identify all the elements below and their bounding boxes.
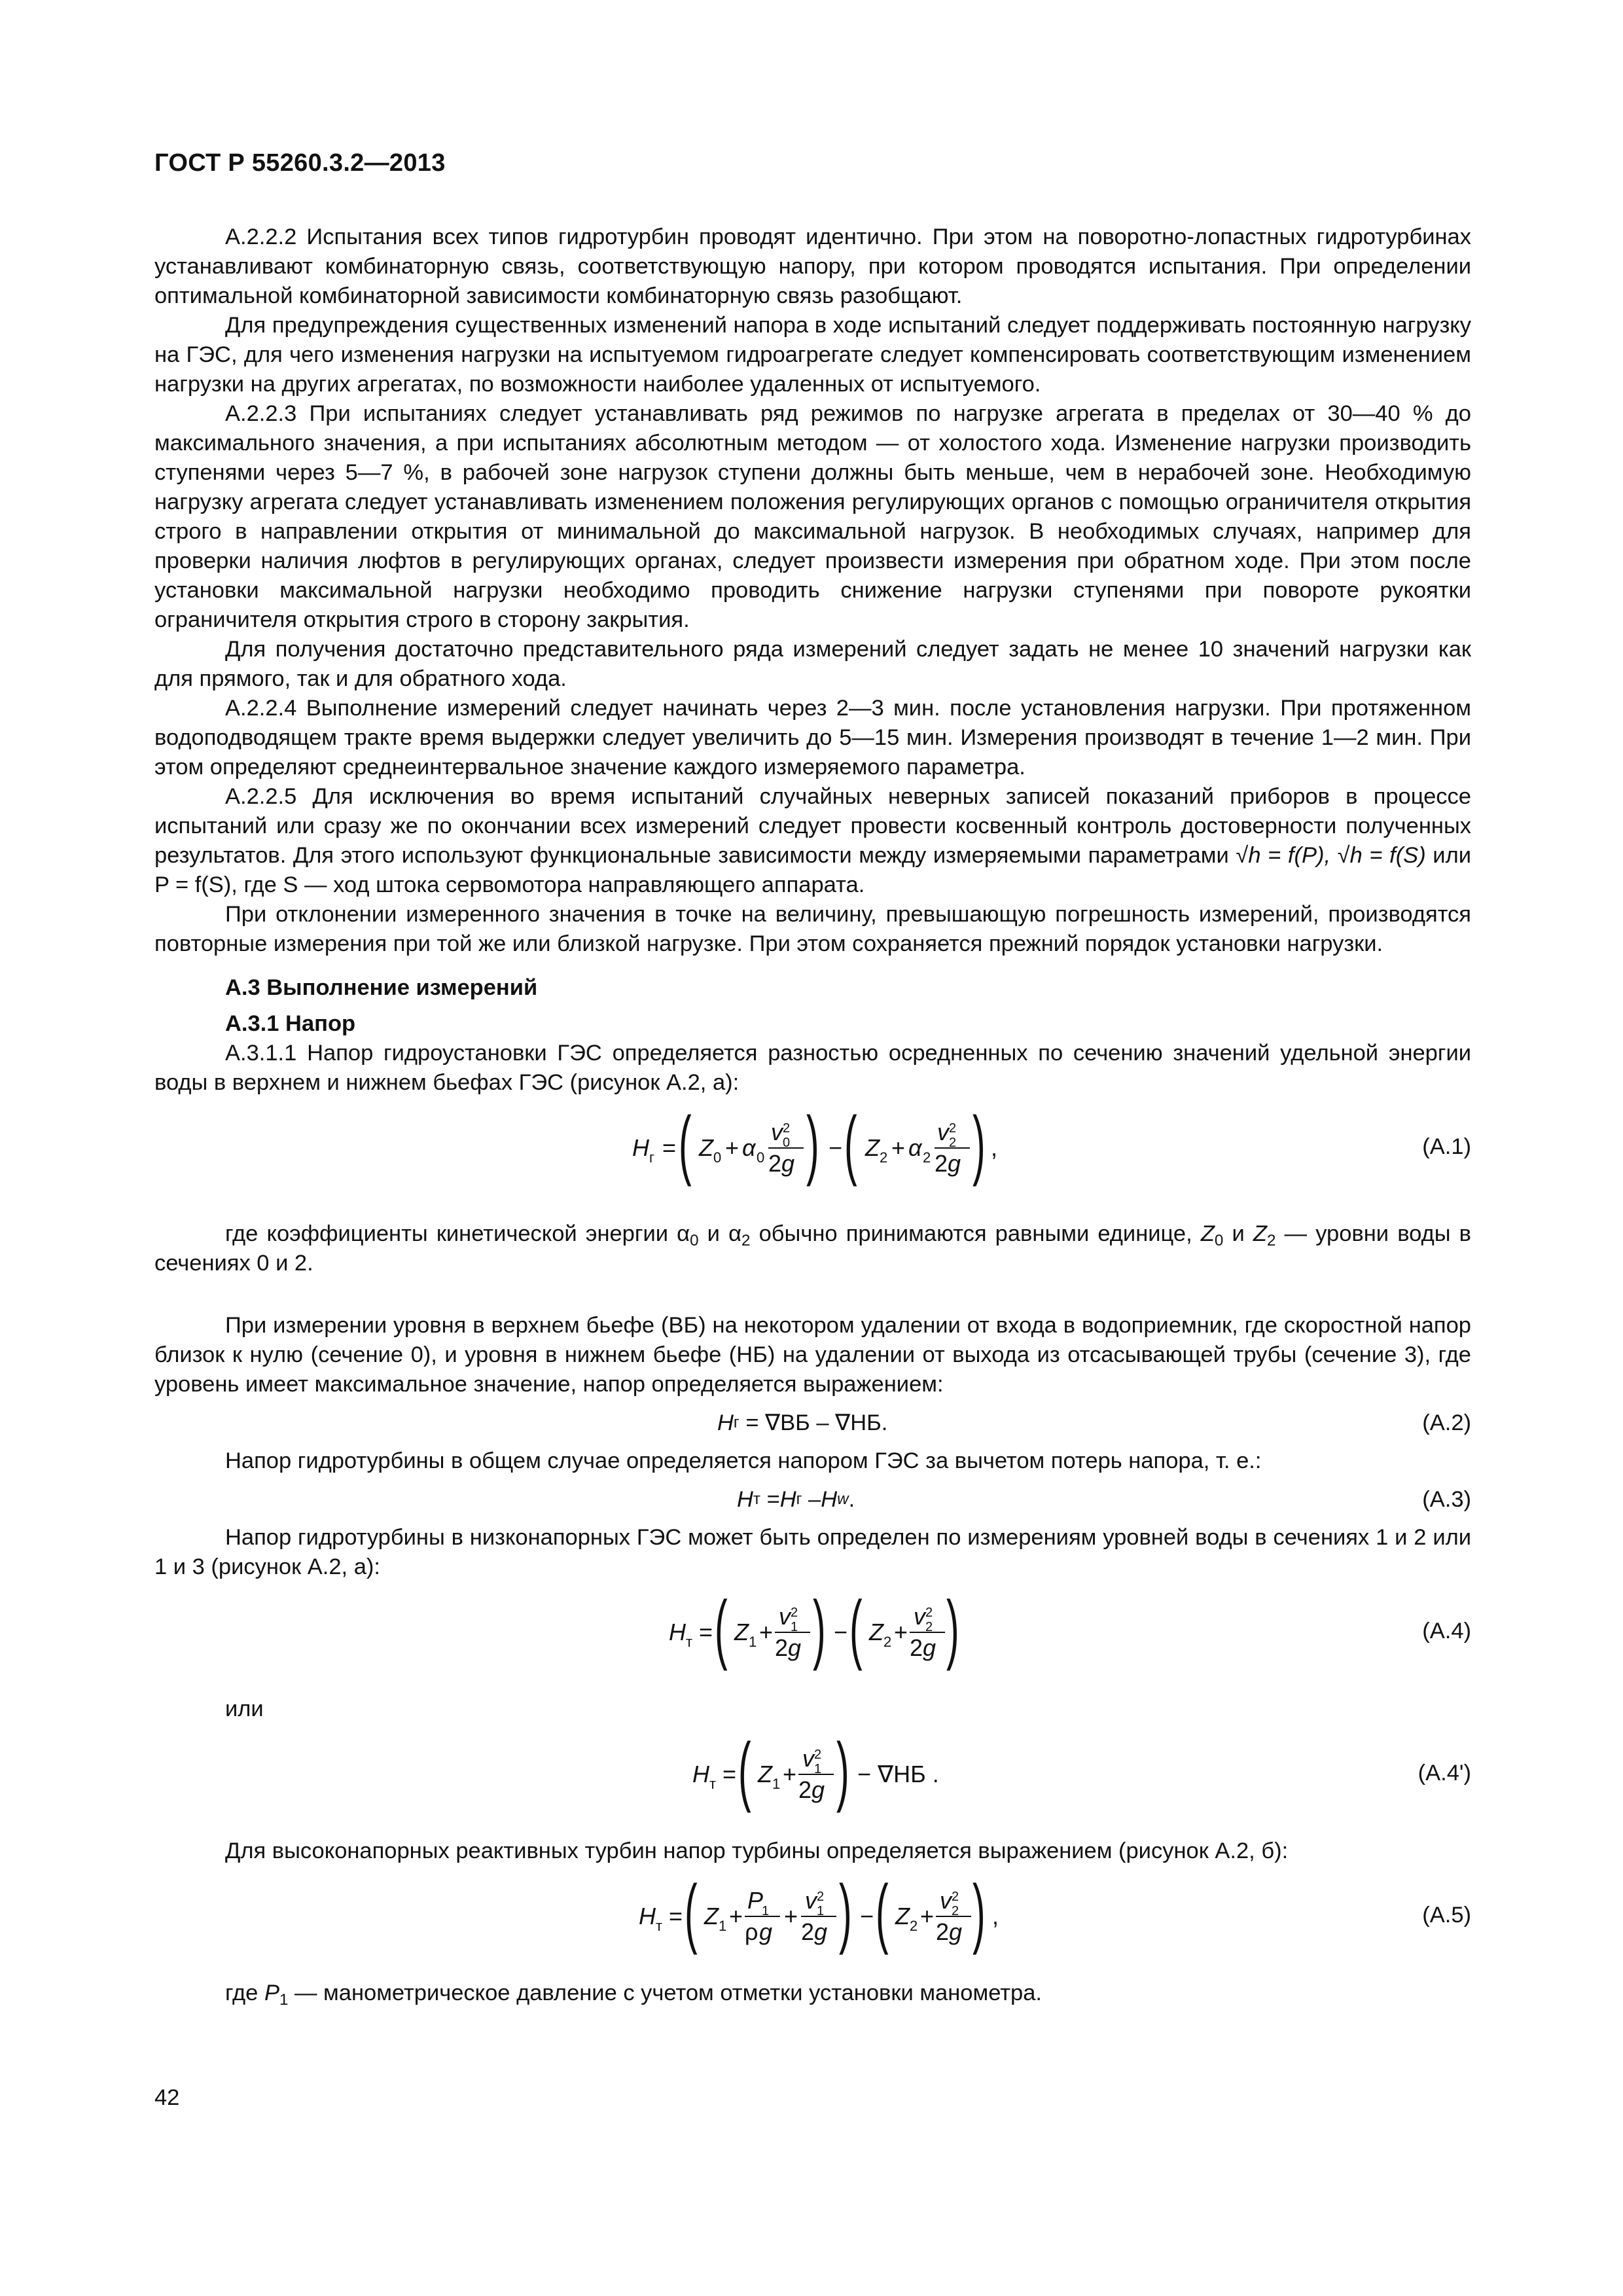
svg-text:+: +: [729, 1903, 743, 1929]
svg-text:+: +: [891, 1134, 906, 1161]
svg-text:(: (: [844, 1100, 857, 1187]
svg-text:g: g: [923, 1634, 936, 1661]
svg-text:): ): [836, 1727, 849, 1814]
section-heading-a31: А.3.1 Напор: [225, 1011, 356, 1036]
equation-a5-row: [154, 1866, 1471, 1964]
svg-text:v: v: [805, 1887, 817, 1914]
svg-text:v: v: [914, 1603, 925, 1630]
equation-number-a4p: (А.4'): [1418, 1760, 1471, 1785]
svg-text:): ): [813, 1585, 826, 1672]
svg-text:2: 2: [791, 1605, 798, 1620]
svg-text:(: (: [849, 1585, 863, 1672]
svg-text:1: 1: [814, 1762, 822, 1776]
equation-number-a2: (А.2): [1422, 1410, 1471, 1435]
equation-a4p-formula: [692, 1727, 954, 1819]
paragraph-a224: А.2.2.4 Выполнение измерений следует начинать через 2—3 мин. после установления нагрузки. При протяженном водоподводящем тракте время выдержки следует увеличить до 5—15 мин. Измерения производят в течение 1—2 мин. При этом определяют среднеинтервальное значение каждого измеряемого параметра.: [154, 696, 1471, 780]
equation-a1: [632, 1098, 999, 1196]
svg-text:2: 2: [775, 1634, 789, 1661]
paragraph-high-head: Для высоконапорных реактивных турбин напор турбины определяется выражением (рисунок А.2, б):: [225, 1839, 1289, 1863]
svg-text:g: g: [948, 1150, 961, 1177]
svg-text:г: г: [649, 1149, 655, 1166]
svg-text:=: =: [662, 1134, 677, 1161]
paragraph-a222: А.2.2.2 Испытания всех типов гидротурбин проводят идентично. При этом на поворотно-лопастных гидротурбинах устанавливают комбинаторную связь, соответствующую напору, при котором проводятся испытания. При определении оптимальной комбинаторной зависимости комбинаторную связь разобщают.: [154, 224, 1471, 308]
paragraph-deviation: При отклонении измеренного значения в точке на величину, превышающую погрешность измерений, производятся повторные измерения при той же или близкой нагрузке. При этом сохраняется прежний порядок установки нагрузки.: [154, 902, 1471, 956]
svg-text:2: 2: [935, 1150, 948, 1177]
svg-text:+: +: [725, 1134, 740, 1161]
svg-text:g: g: [814, 1918, 828, 1945]
svg-text:Z: Z: [734, 1619, 749, 1645]
paragraph-a225: А.2.2.5 Для исключения во время испытаний случайных неверных записей показаний приборов в процессе испытаний или сразу же по окончании всех измерений следует провести косвенный контроль достоверности полученных результатов. Для этого используют функциональные зависимости между измеряемыми параметрами √h = f(P), √h = f(S) или P = f(S), где S — ход штока сервомотора направляющего аппарата.: [154, 784, 1471, 897]
equation-a5: [639, 1866, 1005, 1964]
svg-text:2: 2: [925, 1605, 933, 1620]
svg-text:2: 2: [910, 1918, 918, 1934]
equation-number-a1: (А.1): [1422, 1134, 1471, 1159]
equation-a2: H г = ∇ВБ – ∇НБ.: [717, 1410, 888, 1435]
svg-text:+: +: [759, 1619, 774, 1645]
svg-text:2: 2: [783, 1121, 791, 1136]
svg-text:=: =: [699, 1619, 713, 1645]
svg-text:1: 1: [791, 1620, 798, 1634]
svg-text:0: 0: [783, 1136, 791, 1150]
svg-text:2: 2: [923, 1149, 931, 1166]
svg-text:v: v: [940, 1887, 952, 1914]
svg-text:т: т: [656, 1918, 663, 1934]
svg-text:v: v: [937, 1119, 949, 1145]
paragraph-low-head: Напор гидротурбины в низконапорных ГЭС может быть определен по измерениям уровней воды в сечениях 1 и 2 или 1 и 3 (рисунок А.2, а):: [154, 1525, 1471, 1579]
equation-number-a3: (А.3): [1422, 1486, 1471, 1512]
svg-text:+: +: [784, 1903, 798, 1929]
equation-a4p-row: [154, 1724, 1471, 1822]
svg-text:2: 2: [814, 1748, 822, 1762]
svg-text:ρ: ρ: [745, 1918, 758, 1945]
equation-a2-row: [154, 1399, 1471, 1446]
svg-text:): ): [946, 1585, 959, 1672]
paragraph-turbine-head: Напор гидротурбины в общем случае определяется напором ГЭС за вычетом потерь напора, т. е.:: [225, 1448, 1262, 1473]
svg-text:g: g: [759, 1918, 773, 1945]
svg-text:P: P: [747, 1887, 764, 1914]
svg-text:): ): [972, 1869, 986, 1956]
svg-text:−: −: [860, 1903, 874, 1929]
equation-a3-row: [154, 1476, 1471, 1523]
svg-text:H: H: [632, 1134, 649, 1161]
paragraph-a311: А.3.1.1 Напор гидроустановки ГЭС определяется разностью осредненных по сечению значений удельной энергии воды в верхнем и нижнем бьефах ГЭС (рисунок А.2, а):: [154, 1041, 1471, 1095]
equation-number-a5: (А.5): [1422, 1902, 1471, 1928]
equation-a1-formula: [632, 1101, 999, 1193]
svg-text:(: (: [876, 1869, 889, 1956]
svg-text:(: (: [685, 1869, 698, 1956]
svg-text:2: 2: [798, 1776, 812, 1803]
svg-text:− ∇НБ .: − ∇НБ .: [857, 1761, 939, 1787]
svg-text:2: 2: [952, 1904, 959, 1918]
svg-text:т: т: [709, 1776, 717, 1792]
document-header: ГОСТ Р 55260.3.2—2013: [154, 149, 446, 177]
svg-text:v: v: [779, 1603, 791, 1630]
svg-text:2: 2: [910, 1634, 923, 1661]
svg-text:(: (: [715, 1585, 728, 1672]
svg-text:Z: Z: [895, 1903, 910, 1929]
svg-text:1: 1: [762, 1904, 770, 1918]
svg-text:2: 2: [952, 1890, 959, 1904]
equation-number-a4: (А.4): [1422, 1618, 1471, 1643]
svg-text:α: α: [908, 1134, 922, 1161]
svg-text:2: 2: [949, 1136, 957, 1150]
svg-text:α: α: [742, 1134, 756, 1161]
svg-text:): ): [839, 1869, 852, 1956]
equation-a3: H т = H г – H w .: [737, 1486, 855, 1512]
svg-text:0: 0: [757, 1149, 765, 1166]
svg-text:): ): [972, 1100, 986, 1187]
svg-text:=: =: [669, 1903, 683, 1929]
svg-text:,: ,: [992, 1903, 999, 1929]
svg-text:2: 2: [817, 1890, 825, 1904]
svg-text:Z: Z: [869, 1619, 883, 1645]
paragraph-where-p1: где $P_1$ — манометрическое давление с учетом отметки установки манометра.: [225, 1981, 1042, 2009]
equation-a4: [669, 1582, 957, 1680]
svg-text:H: H: [639, 1903, 656, 1929]
svg-text:+: +: [783, 1761, 797, 1787]
paragraph-level-measurement: При измерении уровня в верхнем бьефе (ВБ) на некотором удалении от входа в водоприемник, где скоростной напор близок к нулю (сечение 0), и уровня в нижнем бьефе (НБ) на удалении от выхода из отсасывающей трубы (сечение 3), где уровень имеет максимальное значение, напор определяется выражением:: [154, 1313, 1471, 1397]
svg-text:2: 2: [925, 1620, 933, 1634]
svg-text:2: 2: [801, 1918, 815, 1945]
svg-text:+: +: [920, 1903, 935, 1929]
svg-text:1: 1: [719, 1918, 727, 1934]
svg-text:−: −: [829, 1134, 843, 1161]
svg-text:1: 1: [749, 1634, 757, 1650]
equation-a1-row: [154, 1098, 1471, 1196]
svg-text:Z: Z: [704, 1903, 719, 1929]
svg-text:v: v: [771, 1119, 783, 1145]
svg-text:т: т: [686, 1634, 693, 1650]
paragraph-a223: А.2.2.3 При испытаниях следует устанавливать ряд режимов по нагрузке агрегата в пределах от 30—40 % до максимального значения, а при испытаниях абсолютным методом — от холостого хода. Изменение нагрузки производить ступенями через 5—7 %, в рабочей зоне нагрузок ступени должны быть меньше, чем в нерабочей зоне. Необходимую нагрузку агрегата следует устанавливать изменением положения регулирующих органов с помощью ограничителя открытия строго в направлении открытия от минимальной до максимальной нагрузок. В необходимых случаях, например для проверки наличия люфтов в регулирующих органах, следует произвести измерения при обратном ходе. При этом после установки максимальной нагрузки необходимо проводить снижение нагрузки ступенями при повороте рукоятки ограничителя открытия строго в сторону закрытия.: [154, 401, 1471, 632]
svg-text:g: g: [788, 1634, 802, 1661]
svg-text:2: 2: [936, 1918, 950, 1945]
equation-a4-row: [154, 1582, 1471, 1680]
page-number: 42: [154, 2085, 180, 2110]
svg-text:): ): [806, 1100, 819, 1187]
svg-text:(: (: [679, 1100, 692, 1187]
svg-text:0: 0: [713, 1149, 722, 1166]
svg-text:−: −: [834, 1619, 848, 1645]
svg-text:1: 1: [817, 1904, 825, 1918]
svg-text:(: (: [738, 1727, 751, 1814]
svg-text:v: v: [802, 1745, 814, 1772]
svg-text:+: +: [894, 1619, 908, 1645]
equation-a5-formula: [639, 1869, 1005, 1961]
svg-text:g: g: [781, 1150, 795, 1177]
equation-a4-formula: [669, 1585, 957, 1677]
svg-text:g: g: [949, 1918, 963, 1945]
svg-text:2: 2: [949, 1121, 957, 1136]
svg-text:=: =: [722, 1761, 737, 1787]
svg-text:Z: Z: [758, 1761, 772, 1787]
svg-text:H: H: [692, 1761, 709, 1787]
section-heading-a3: А.3 Выполнение измерений: [225, 975, 538, 1000]
svg-text:,: ,: [991, 1134, 998, 1161]
paragraph-measurement-count: Для получения достаточно представительного ряда измерений следует задать не менее 10 значений нагрузки как для прямого, так и для обратного хода.: [154, 637, 1471, 691]
svg-text:Z: Z: [865, 1134, 880, 1161]
word-or: или: [225, 1696, 264, 1721]
svg-text:H: H: [669, 1619, 686, 1645]
equation-a4p: [692, 1724, 954, 1822]
svg-text:2: 2: [883, 1634, 892, 1650]
paragraph-where-alpha: где коэффициенты кинетической энергии $\alpha_0$ и $\alpha_2$ обычно принимаются равными единице, $Z_0$ и $Z_2$ — уровни воды в сечениях 0 и 2.: [154, 1221, 1471, 1276]
svg-text:1: 1: [772, 1776, 781, 1792]
svg-text:2: 2: [768, 1150, 782, 1177]
svg-text:g: g: [812, 1776, 825, 1803]
svg-text:2: 2: [880, 1149, 888, 1166]
document-body: [154, 223, 1471, 2008]
paragraph-pressure-stability: Для предупреждения существенных изменений напора в ходе испытаний следует поддерживать постоянную нагрузку на ГЭС, для чего изменения нагрузки на испытуемом гидроагрегате следует компенсировать соответствующим изменением нагрузки на других агрегатах, по возможности наиболее удаленных от испытуемого.: [154, 313, 1471, 397]
svg-text:Z: Z: [699, 1134, 713, 1161]
